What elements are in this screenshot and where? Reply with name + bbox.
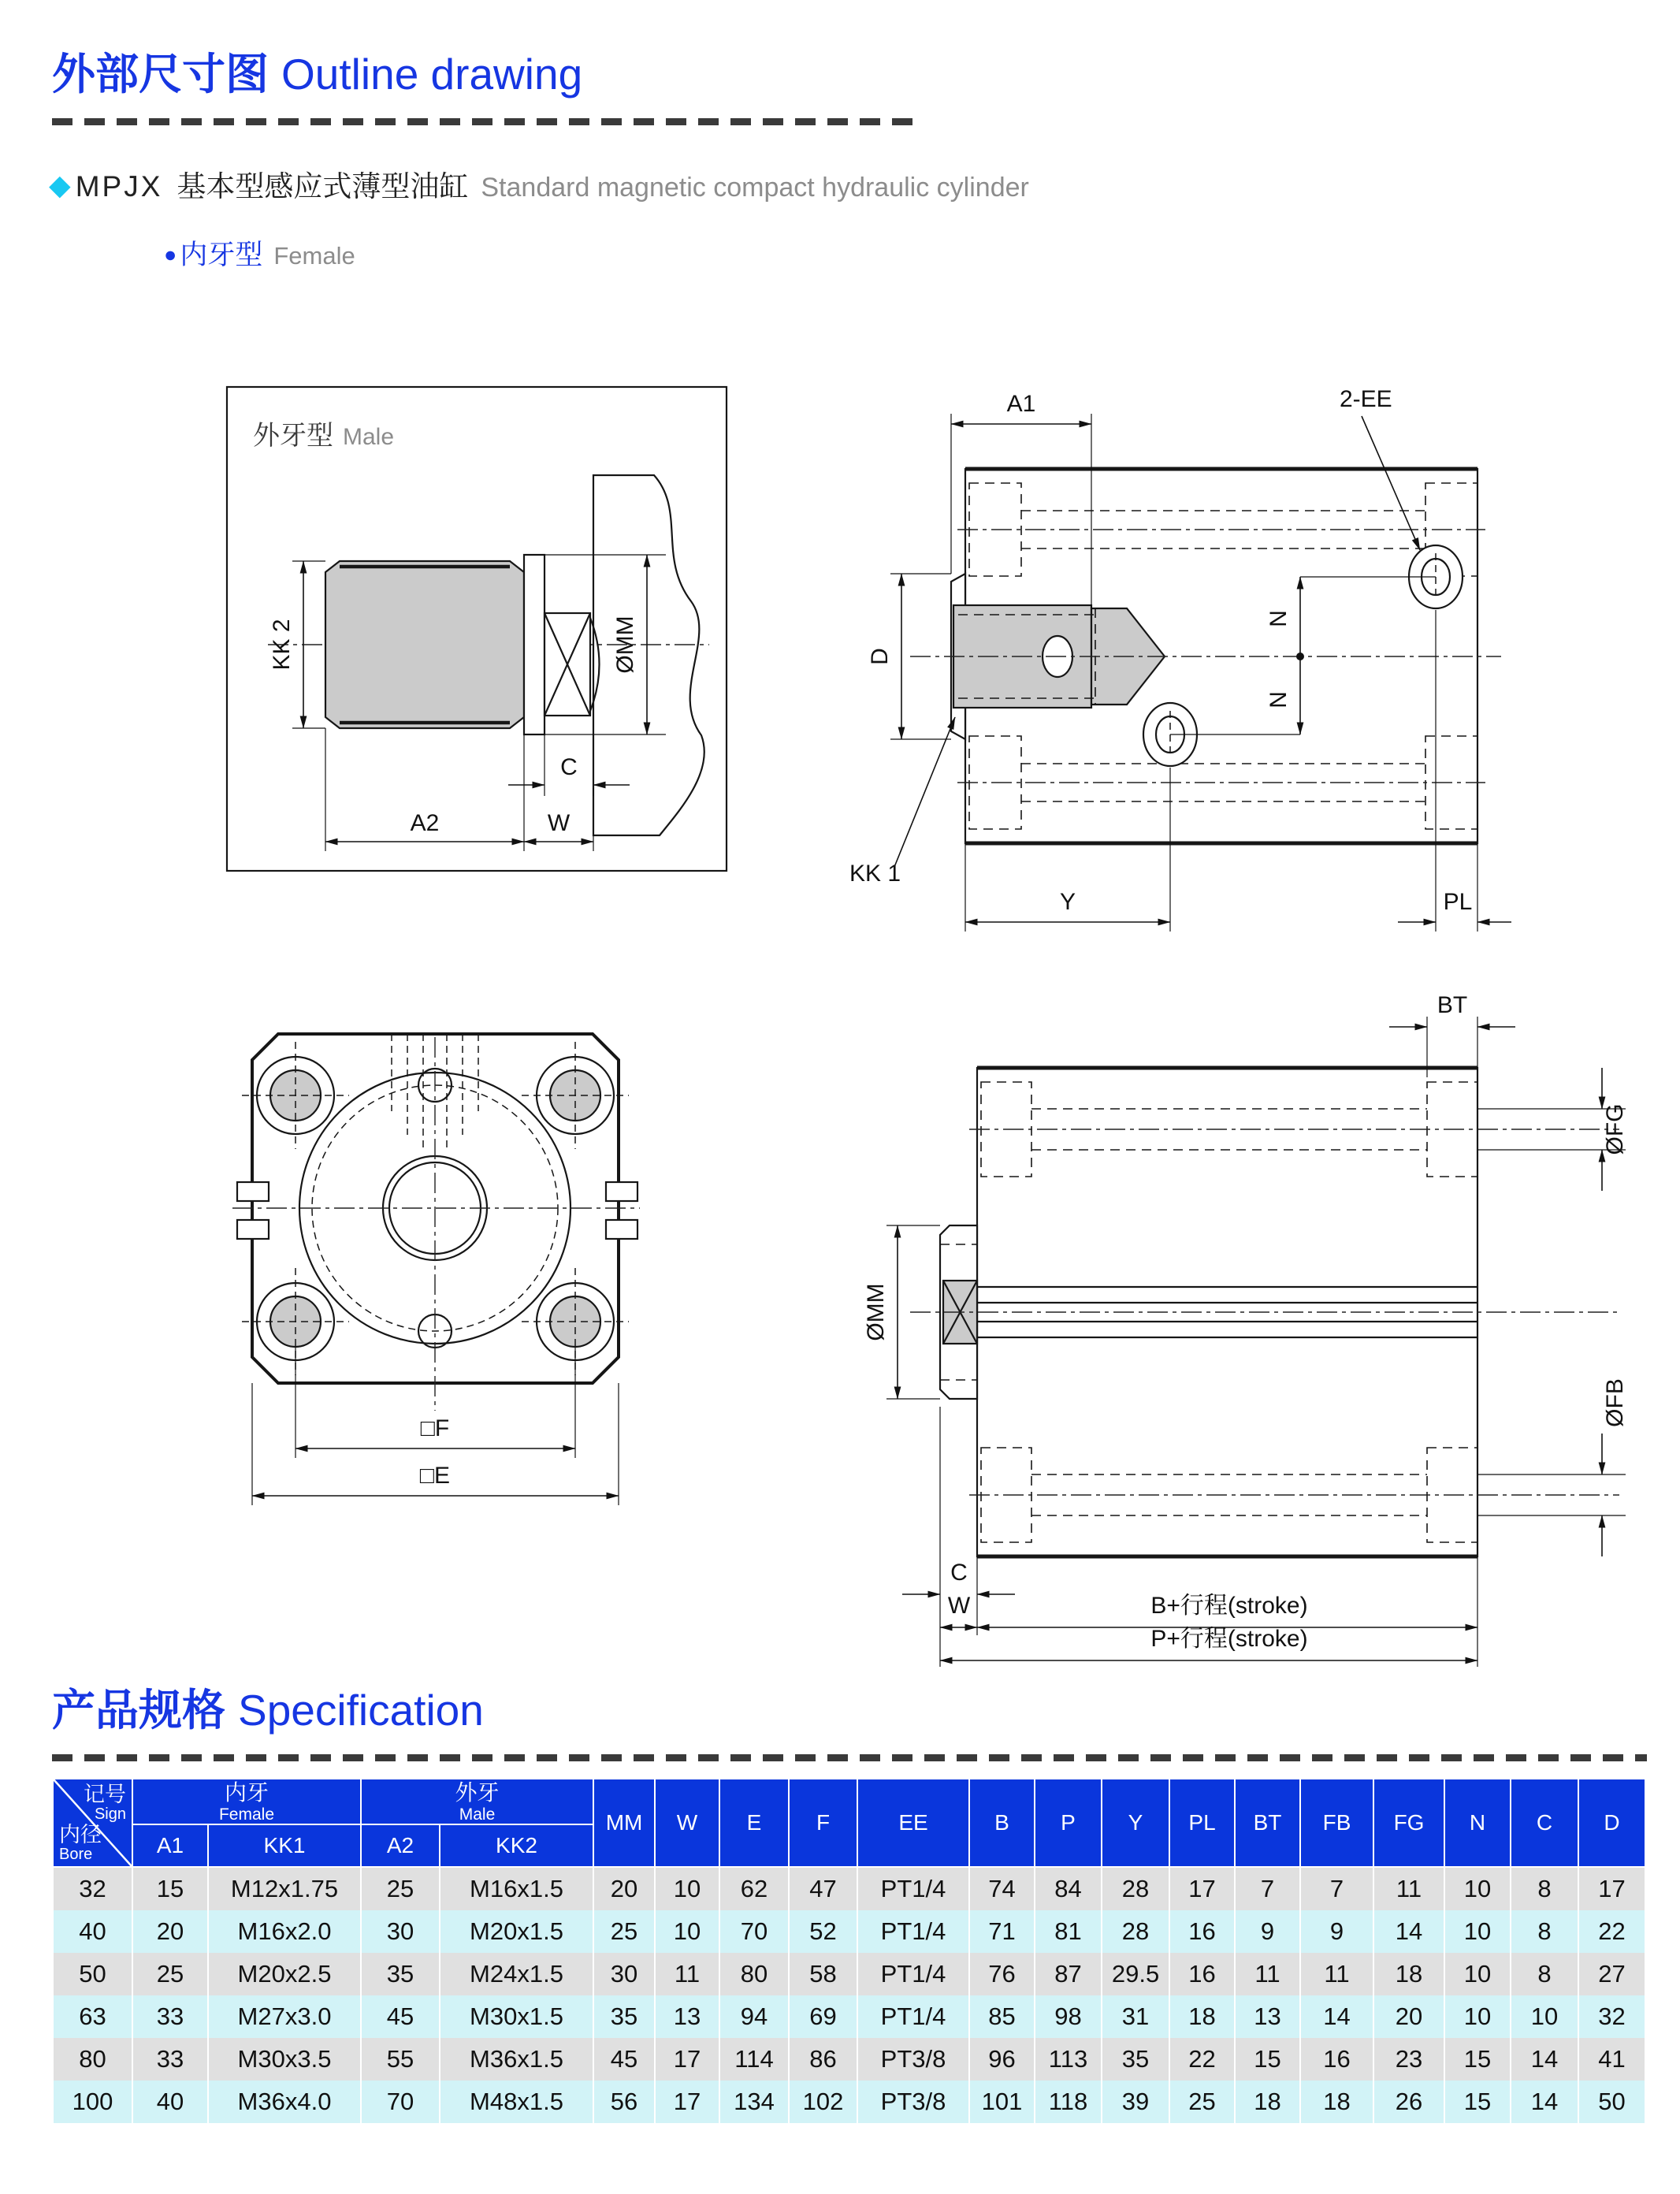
dim-label-n-upper: N xyxy=(1266,610,1292,627)
dim-bt xyxy=(1389,992,1515,1077)
corner-sign: 记号 Sign xyxy=(84,1783,126,1824)
spec-title-en: Specification xyxy=(238,1686,484,1735)
col-header-fb: FB xyxy=(1300,1779,1373,1867)
cell: 81 xyxy=(1035,1910,1102,1953)
cell: 10 xyxy=(1444,1867,1511,1910)
cell: 96 xyxy=(969,2038,1035,2081)
male-view-label-zh: 外牙型 xyxy=(253,421,333,451)
cell: 11 xyxy=(1373,1867,1444,1910)
col-header-pl: PL xyxy=(1169,1779,1235,1867)
dim-label-fg: ØFG xyxy=(1602,1103,1628,1155)
col-header-mm: MM xyxy=(593,1779,655,1867)
cell: 39 xyxy=(1102,2081,1169,2123)
cell: 87 xyxy=(1035,1953,1102,1995)
cell: 22 xyxy=(1169,2038,1235,2081)
cell: 10 xyxy=(1444,1953,1511,1995)
cell: 33 xyxy=(132,1995,208,2038)
sub-header-kk2: KK2 xyxy=(440,1824,593,1867)
cell: 40 xyxy=(132,2081,208,2123)
cell: M48x1.5 xyxy=(440,2081,593,2123)
product-line xyxy=(49,162,1029,205)
drawing-male-thread-view xyxy=(225,385,729,873)
diamond-icon: ◆ xyxy=(49,169,71,201)
cell: M20x1.5 xyxy=(440,1910,593,1953)
cell: 47 xyxy=(789,1867,857,1910)
col-header-fg: FG xyxy=(1373,1779,1444,1867)
cell: 80 xyxy=(53,2038,132,2081)
cell: 16 xyxy=(1300,2038,1373,2081)
male-threaded-stud xyxy=(325,555,600,734)
drawing-top-view xyxy=(835,370,1513,954)
col-header-b: B xyxy=(969,1779,1035,1867)
cell: 101 xyxy=(969,2081,1035,2123)
cell: PT1/4 xyxy=(857,1867,969,1910)
dim-label-p-stroke: P+行程(stroke) xyxy=(1150,1626,1308,1652)
col-header-f: F xyxy=(789,1779,857,1867)
label-kk1: KK 1 xyxy=(849,861,901,887)
cell: 10 xyxy=(1444,1910,1511,1953)
cell: 9 xyxy=(1300,1910,1373,1953)
dim-label-n-lower: N xyxy=(1266,691,1292,708)
group-header-male: 外牙 Male xyxy=(361,1779,593,1824)
cell: 8 xyxy=(1511,1953,1578,1995)
cell: 45 xyxy=(593,2038,655,2081)
cell: 70 xyxy=(719,1910,789,1953)
cell: 16 xyxy=(1169,1910,1235,1953)
cell: 134 xyxy=(719,2081,789,2123)
bullet-icon: ● xyxy=(164,243,177,266)
cell: 102 xyxy=(789,2081,857,2123)
cell: PT3/8 xyxy=(857,2081,969,2123)
variant-en: Female xyxy=(273,242,355,270)
cell: 45 xyxy=(361,1995,440,2038)
sub-header-kk1: KK1 xyxy=(208,1824,361,1867)
cell: 30 xyxy=(361,1910,440,1953)
spec-title-zh: 产品规格 xyxy=(52,1686,226,1735)
cell: M24x1.5 xyxy=(440,1953,593,1995)
dim-label-c2: C xyxy=(950,1560,968,1586)
cell: 69 xyxy=(789,1995,857,2038)
cell: 94 xyxy=(719,1995,789,2038)
cell: 74 xyxy=(969,1867,1035,1910)
cell: 25 xyxy=(1169,2081,1235,2123)
cell: 62 xyxy=(719,1867,789,1910)
variant-line xyxy=(164,233,355,273)
cell: 84 xyxy=(1035,1867,1102,1910)
cell: 35 xyxy=(1102,2038,1169,2081)
col-header-w: W xyxy=(655,1779,719,1867)
table-row-bore-100 xyxy=(53,2081,1645,2123)
callout-kk1 xyxy=(849,717,955,887)
cell: 80 xyxy=(719,1953,789,1995)
cell: 10 xyxy=(655,1867,719,1910)
cell: 18 xyxy=(1169,1995,1235,2038)
cell: 16 xyxy=(1169,1953,1235,1995)
cell: 17 xyxy=(1169,1867,1235,1910)
dim-label-a2: A2 xyxy=(410,810,440,836)
dim-label-w: W xyxy=(547,810,571,836)
col-header-c: C xyxy=(1511,1779,1578,1867)
cell: 20 xyxy=(593,1867,655,1910)
cell: 27 xyxy=(1578,1953,1645,1995)
cell: 10 xyxy=(1511,1995,1578,2038)
col-header-d: D xyxy=(1578,1779,1645,1867)
cell: 15 xyxy=(132,1867,208,1910)
sub-header-a2: A2 xyxy=(361,1824,440,1867)
cell: 17 xyxy=(655,2081,719,2123)
cell: 14 xyxy=(1373,1910,1444,1953)
cell: 8 xyxy=(1511,1910,1578,1953)
group-header-female: 内牙 Female xyxy=(132,1779,361,1824)
cell: 85 xyxy=(969,1995,1035,2038)
dim-label-b-stroke: B+行程(stroke) xyxy=(1150,1593,1308,1619)
table-row-bore-40 xyxy=(53,1910,1645,1953)
cell: 31 xyxy=(1102,1995,1169,2038)
cell: 22 xyxy=(1578,1910,1645,1953)
sub-header-a1: A1 xyxy=(132,1824,208,1867)
outline-drawing-title xyxy=(52,39,582,102)
cell: 11 xyxy=(1300,1953,1373,1995)
cell: 33 xyxy=(132,2038,208,2081)
corner-header-cell xyxy=(53,1779,132,1867)
corner-bore: 内径 Bore xyxy=(59,1822,102,1863)
dim-label-w2: W xyxy=(947,1593,971,1619)
cell: 14 xyxy=(1300,1995,1373,2038)
cell: 118 xyxy=(1035,2081,1102,2123)
divider-dashed-spec xyxy=(52,1754,1647,1761)
cell: 86 xyxy=(789,2038,857,2081)
outline-title-zh: 外部尺寸图 xyxy=(52,50,269,99)
cell: 8 xyxy=(1511,1867,1578,1910)
cell: M12x1.75 xyxy=(208,1867,361,1910)
cell: 41 xyxy=(1578,2038,1645,2081)
cell: 55 xyxy=(361,2038,440,2081)
label-2ee: 2-EE xyxy=(1340,386,1392,412)
dim-a2 xyxy=(325,728,593,851)
product-desc-en: Standard magnetic compact hydraulic cylinder xyxy=(481,173,1029,203)
cell: 50 xyxy=(1578,2081,1645,2123)
cell: 32 xyxy=(1578,1995,1645,2038)
cell: 35 xyxy=(361,1953,440,1995)
dim-label-fb: ØFB xyxy=(1602,1378,1628,1427)
cell: M36x1.5 xyxy=(440,2038,593,2081)
cell: 11 xyxy=(655,1953,719,1995)
col-header-y: Y xyxy=(1102,1779,1169,1867)
cell: 35 xyxy=(593,1995,655,2038)
dim-label-bt: BT xyxy=(1437,992,1468,1018)
mounting-plate xyxy=(593,475,704,835)
cell: 15 xyxy=(1235,2038,1300,2081)
cell: 114 xyxy=(719,2038,789,2081)
dim-label-mm: ØMM xyxy=(612,615,638,674)
cell: 26 xyxy=(1373,2081,1444,2123)
dim-label-y: Y xyxy=(1059,889,1076,915)
product-model: MPJX xyxy=(75,170,163,203)
cell: 98 xyxy=(1035,1995,1102,2038)
cell: 32 xyxy=(53,1867,132,1910)
cell: M30x1.5 xyxy=(440,1995,593,2038)
cell: 28 xyxy=(1102,1867,1169,1910)
cell: 18 xyxy=(1373,1953,1444,1995)
dim-label-e: □E xyxy=(419,1463,451,1489)
table-row-bore-50 xyxy=(53,1953,1645,1995)
cell: M27x3.0 xyxy=(208,1995,361,2038)
dim-label-kk2: KK 2 xyxy=(269,619,295,671)
cell: PT3/8 xyxy=(857,2038,969,2081)
drawing-face-view xyxy=(217,1017,658,1529)
cell: PT1/4 xyxy=(857,1953,969,1995)
dim-fb xyxy=(1477,1378,1628,1556)
cell: 30 xyxy=(593,1953,655,1995)
cell: M30x3.5 xyxy=(208,2038,361,2081)
divider-dashed-top xyxy=(52,118,915,125)
cell: 113 xyxy=(1035,2038,1102,2081)
cell: 23 xyxy=(1373,2038,1444,2081)
cell: 25 xyxy=(593,1910,655,1953)
cell: 25 xyxy=(361,1867,440,1910)
cell: 17 xyxy=(655,2038,719,2081)
cell: 17 xyxy=(1578,1867,1645,1910)
col-header-e: E xyxy=(719,1779,789,1867)
cell: 11 xyxy=(1235,1953,1300,1995)
cell: 70 xyxy=(361,2081,440,2123)
cell: 71 xyxy=(969,1910,1035,1953)
dim-label-pl: PL xyxy=(1443,889,1473,915)
dim-label-c: C xyxy=(560,754,578,780)
cell: 13 xyxy=(655,1995,719,2038)
table-row-bore-80 xyxy=(53,2038,1645,2081)
cell: 40 xyxy=(53,1910,132,1953)
dim-label-f: □F xyxy=(420,1415,450,1441)
cell: 52 xyxy=(789,1910,857,1953)
col-header-n: N xyxy=(1444,1779,1511,1867)
cell: 10 xyxy=(655,1910,719,1953)
cell: 50 xyxy=(53,1953,132,1995)
cell: 76 xyxy=(969,1953,1035,1995)
cell: 58 xyxy=(789,1953,857,1995)
cell: M16x2.0 xyxy=(208,1910,361,1953)
male-view-label-en: Male xyxy=(343,424,395,450)
table-row-bore-32 xyxy=(53,1867,1645,1910)
col-header-ee: EE xyxy=(857,1779,969,1867)
cell: 18 xyxy=(1235,2081,1300,2123)
dim-w-b-p xyxy=(940,1556,1477,1667)
dim-label-d: D xyxy=(867,648,893,665)
cell: 56 xyxy=(593,2081,655,2123)
table-row-bore-63 xyxy=(53,1995,1645,2038)
dim-label-a1: A1 xyxy=(1006,391,1036,417)
cell: 100 xyxy=(53,2081,132,2123)
cell: 28 xyxy=(1102,1910,1169,1953)
cell: 13 xyxy=(1235,1995,1300,2038)
cell: 14 xyxy=(1511,2081,1578,2123)
outline-title-en: Outline drawing xyxy=(281,50,583,99)
specification-title xyxy=(52,1675,484,1738)
cell: 20 xyxy=(132,1910,208,1953)
cell: 18 xyxy=(1300,2081,1373,2123)
product-desc-zh: 基本型感应式薄型油缸 xyxy=(177,170,469,203)
cell: 7 xyxy=(1300,1867,1373,1910)
specification-table xyxy=(52,1778,1646,2123)
cell: 14 xyxy=(1511,2038,1578,2081)
cell: 10 xyxy=(1444,1995,1511,2038)
col-header-bt: BT xyxy=(1235,1779,1300,1867)
cell: M20x2.5 xyxy=(208,1953,361,1995)
cell: 63 xyxy=(53,1995,132,2038)
drawing-side-view xyxy=(831,973,1651,1667)
cell: 29.5 xyxy=(1102,1953,1169,1995)
col-header-p: P xyxy=(1035,1779,1102,1867)
variant-zh: 内牙型 xyxy=(180,240,263,270)
cell: 9 xyxy=(1235,1910,1300,1953)
cell: 15 xyxy=(1444,2038,1511,2081)
dim-label-mm2: ØMM xyxy=(863,1283,889,1341)
cell: M36x4.0 xyxy=(208,2081,361,2123)
cell: 7 xyxy=(1235,1867,1300,1910)
cell: 25 xyxy=(132,1953,208,1995)
cell: 20 xyxy=(1373,1995,1444,2038)
cell: 15 xyxy=(1444,2081,1511,2123)
cell: PT1/4 xyxy=(857,1910,969,1953)
cell: PT1/4 xyxy=(857,1995,969,2038)
cell: M16x1.5 xyxy=(440,1867,593,1910)
